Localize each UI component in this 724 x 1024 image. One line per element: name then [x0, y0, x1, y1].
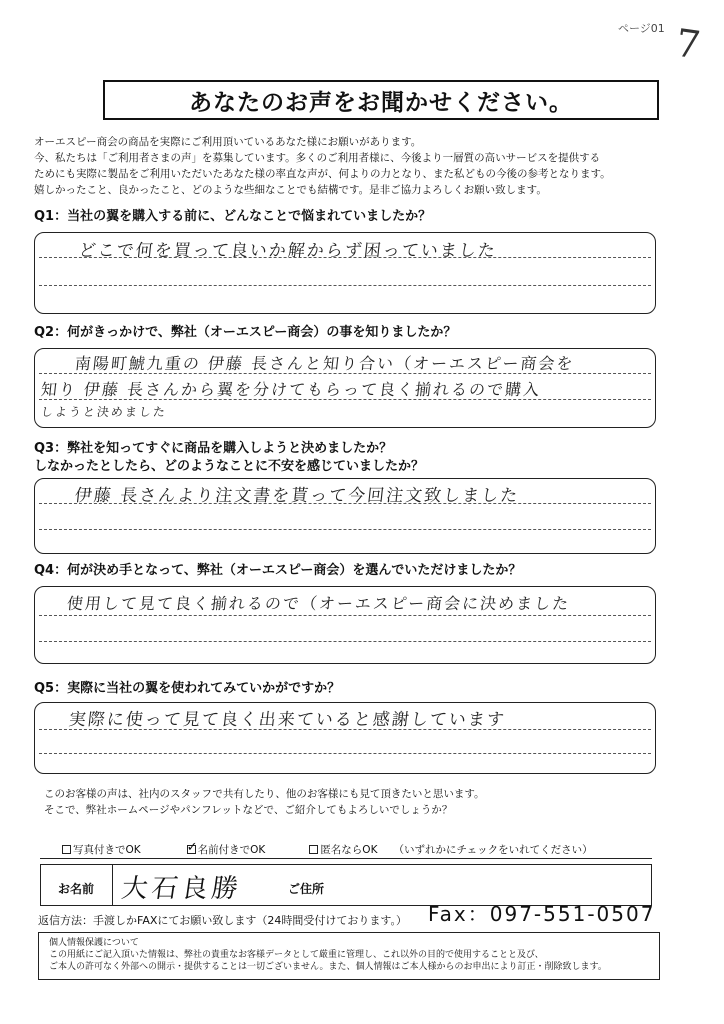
address-label: ご住所	[288, 882, 325, 896]
privacy-line: ご本人の許可なく外部への開示・提供することは一切ございません。また、個人情報はご本人様からのお申出により訂正・削除致します。	[49, 962, 607, 972]
option-anonymous[interactable]	[309, 842, 377, 857]
q1-label: Q1：当社の翼を購入する前に、どんなことで悩まれていましたか？	[34, 209, 432, 224]
privacy-notice	[38, 932, 660, 980]
q4-label: Q4：何が決め手となって、弊社（オーエスピー商会）を選んでいただけましたか？	[34, 563, 522, 578]
divider	[40, 858, 652, 859]
intro-text	[34, 134, 674, 198]
answer-rule	[39, 641, 651, 642]
anonymous-checkbox[interactable]	[309, 845, 318, 854]
q4-answer-box[interactable]	[34, 586, 656, 664]
q2-answer-line-3: しようと決めました	[40, 405, 168, 419]
handwritten-corner-mark: 7	[673, 20, 704, 68]
q2-answer-line-2: 知り 伊藤 長さんから翼を分けてもらって良く揃れるので購入	[39, 380, 543, 399]
share-line: このお客様の声は、社内のスタッフで共有したり、他のお客様にも見て頂きたいと思います。	[44, 788, 485, 800]
fax-number: Fax：097-551-0507	[428, 902, 656, 926]
name-field[interactable]: 大石良勝	[119, 874, 244, 904]
q1-answer-line-1: どこで何を買って良いか解からず困っていました	[77, 241, 498, 261]
q2-label: Q2：何がきっかけで、弊社（オーエスピー商会）の事を知りましたか？	[34, 325, 457, 340]
answer-rule	[39, 615, 651, 616]
privacy-line: この用紙にご記入頂いた情報は、弊社の貴重なお客様データとして厳重に管理し、これ以外の目的で使用することと及び、	[49, 950, 544, 960]
option-note: （いずれかにチェックをいれてください）	[393, 844, 593, 856]
answer-rule	[39, 285, 651, 286]
q3-answer-line-1: 伊藤 長さんより注文書を貰って今回注文致しました	[73, 486, 521, 506]
name-checkbox[interactable]	[187, 845, 196, 854]
page-number: ページ01	[618, 22, 665, 35]
name-separator	[112, 864, 113, 906]
name-label: お名前	[58, 882, 95, 896]
option-photo-label: 写真付きでOK	[73, 844, 141, 856]
q5-answer-line-1: 実際に使って見て良く出来ていると感謝しています	[67, 710, 507, 730]
intro-line: ためにも実際に製品をご利用いただいたあなた様の率直な声が、何よりの力となり、また私どもの今後の参考となります。	[34, 168, 611, 180]
intro-line: 今、私たちは「ご利用者さまの声」を募集しています。多くのご利用者様に、今後より一層質の高いサービスを提供する	[34, 152, 601, 164]
answer-rule	[39, 529, 651, 530]
reply-method: 返信方法：手渡しかFAXにてお願い致します（24時間受付けております。）	[38, 914, 407, 927]
photo-checkbox[interactable]	[62, 845, 71, 854]
consent-options	[62, 842, 622, 857]
q3-label: Q3：弊社を知ってすぐに商品を購入しようと決めましたか？ しなかったとしたら、どのようなことに不安を感じていましたか？	[34, 441, 425, 474]
option-anonymous-label: 匿名ならOK	[320, 844, 378, 856]
q2-answer-box[interactable]	[34, 348, 656, 428]
option-name[interactable]	[187, 842, 266, 857]
page-title: あなたのお声をお聞かせください。	[103, 80, 659, 120]
option-photo[interactable]	[62, 842, 141, 857]
option-name-label: 名前付きでOK	[197, 844, 266, 856]
share-line: そこで、弊社ホームページやパンフレットなどで、ご紹介してもよろしいでしょうか？	[44, 804, 453, 816]
answer-rule	[39, 753, 651, 754]
privacy-heading: 個人情報保護について	[49, 938, 139, 948]
intro-line: オーエスピー商会の商品を実際にご利用頂いているあなた様にお願いがあります。	[34, 136, 422, 148]
q5-answer-box[interactable]	[34, 702, 656, 774]
q4-answer-line-1: 使用して見て良く揃れるので（オーエスピー商会に決めました	[65, 594, 572, 613]
q1-answer-box[interactable]	[34, 232, 656, 314]
intro-line: 嬉しかったこと、良かったこと、どのような些細なことでも結構です。是非ご協力よろしくお願い致します。	[34, 184, 547, 196]
q2-answer-line-1: 南陽町鯱九重の 伊藤 長さんと知り合い（オーエスピー商会を	[73, 354, 576, 373]
q3-answer-box[interactable]	[34, 478, 656, 554]
q5-label: Q5：実際に当社の翼を使われてみていかがですか？	[34, 681, 341, 696]
share-request	[44, 786, 484, 818]
